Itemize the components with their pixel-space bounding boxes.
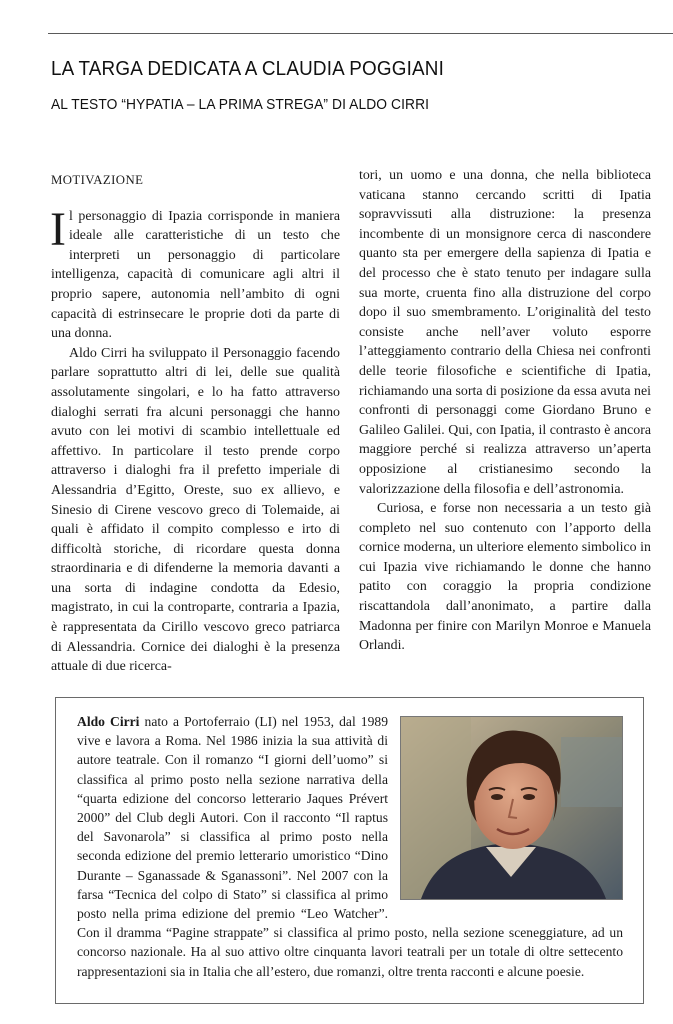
bio-text (77, 712, 623, 981)
article-paragraph-1 (50, 202, 340, 344)
article-paragraph-2: Aldo Cirri ha sviluppato il Personaggio facendo parlare soprattutto altri di lei, delle sue qualità assolutamente singolari, e lo ha fatto attraverso dialoghi serrati fra alcuni personaggi che hanno avuto con lei motivi di scambio intellettuale ed affettivo. In particolare il testo prende corpo attraverso i dialoghi fra il prefetto imperiale di Alessandria d’Egitto, Oreste, suo ex allievo, e Sinesio di Cirene vescovo greco di Tolemaide, ai quali è affidato il compito complesso e irto di difficoltà storiche, di ricordare questa donna straordinaria e di difenderne la memoria davanti a una sorta di indagine condotta da Edesio, magistrato, in cui la controparte, contraria a Ipazia, è rappresentata da Cirillo vescovo greco patriarca di Alessandria. Cornice dei dialoghi è la presenza attuale di due ricerca- (51, 345, 340, 675)
article-column-left (51, 166, 340, 677)
page-title: LA TARGA DEDICATA A CLAUDIA POGGIANI (51, 57, 445, 80)
article-column-right (359, 166, 651, 656)
paragraph-text: l personaggio di Ipazia corrisponde in maniera ideale alle caratteristiche di un testo che interpreti un personaggio di particolare intelligenza, capacità di comunicare agli altri il proprio sapere, autonomia nell’ambito di ogni capacità di estrinsecare le proprie doti da parte di una donna. (51, 208, 340, 342)
bio-author-name: Aldo Cirri (77, 714, 140, 729)
article-paragraph-3: tori, un uomo e una donna, che nella biblioteca vaticana stanno cercando scritti di Ipatia sopravvissuti alla distruzione: la presenza incombente di un monsignore cerca di nascondere quanto sta per emergere della sapienza di Ipatia e del processo che è stato tenuto per indagare sulla sua morte, cruenta fino alla distruzione del corpo dopo il suo smembramento. L’originalità del testo consiste anche nell’aver voluto esporre l’atteggiamento contrario della Chiesa nei confronti delle teorie filosofiche e scientifiche di Ipatia, richiamando una sorta di posizione da essa avuta nei confronti di personaggi come Giordano Bruno e Galileo Galilei. Qui, con Ipatia, il contrasto è ancora maggiore perché si realizza attraverso un’aperta opposizione al cristianesimo secondo la valorizzazione della filosofia e dell’astronomia. (359, 168, 651, 497)
author-portrait-photo (400, 716, 623, 900)
article-paragraph-4: Curiosa, e forse non necessaria a un testo già completo nel suo contenuto con l’apporto della cornice moderna, un ulteriore elemento simbolico in cui Ipazia vive richiamando le donne che hanno patito con coraggio la propria condizione riscattandola dall’anonimato, a partire dalla Madonna per finire con Marilyn Monroe e Manuela Orlandi. (359, 501, 651, 654)
top-rule (48, 33, 673, 34)
section-heading: MOTIVAZIONE (51, 173, 144, 187)
drop-cap: I (50, 202, 66, 256)
bio-body: nato a Portoferraio (LI) nel 1953, dal 1989 vive e lavora a Roma. Nel 1986 inizia la sua attività di autore teatrale. Con il romanzo “I giorni dell’uomo” si classifica al primo posto nella sezione narrativa della “quarta edizione del concorso letterario Jaques Prévert 2000” del Club degli Autori. Con il racconto “Il raptus del Savonarola” si classifica al primo posto nella seconda edizione del premio letterario umoristico “Dino Durante – Sganassade & Sganassoni”. Nel 2007 con la farsa “Tecnica del colpo di Stato” si classifica al primo posto nella prima edizione del premio “Leo Watcher”. Con il dramma “Pagine strappate” si classifica al primo posto, nella sezione sceneggiature, ad un concorso nazionale. Ha al suo attivo oltre cinquanta lavori teatrali per un totale di oltre settecento rappresentazioni sia in Italia che all’estero, due romanzi, oltre trenta racconti e alcune poesie. (77, 714, 623, 979)
page-subtitle: AL TESTO “HYPATIA – LA PRIMA STREGA” DI ALDO CIRRI (51, 96, 430, 113)
